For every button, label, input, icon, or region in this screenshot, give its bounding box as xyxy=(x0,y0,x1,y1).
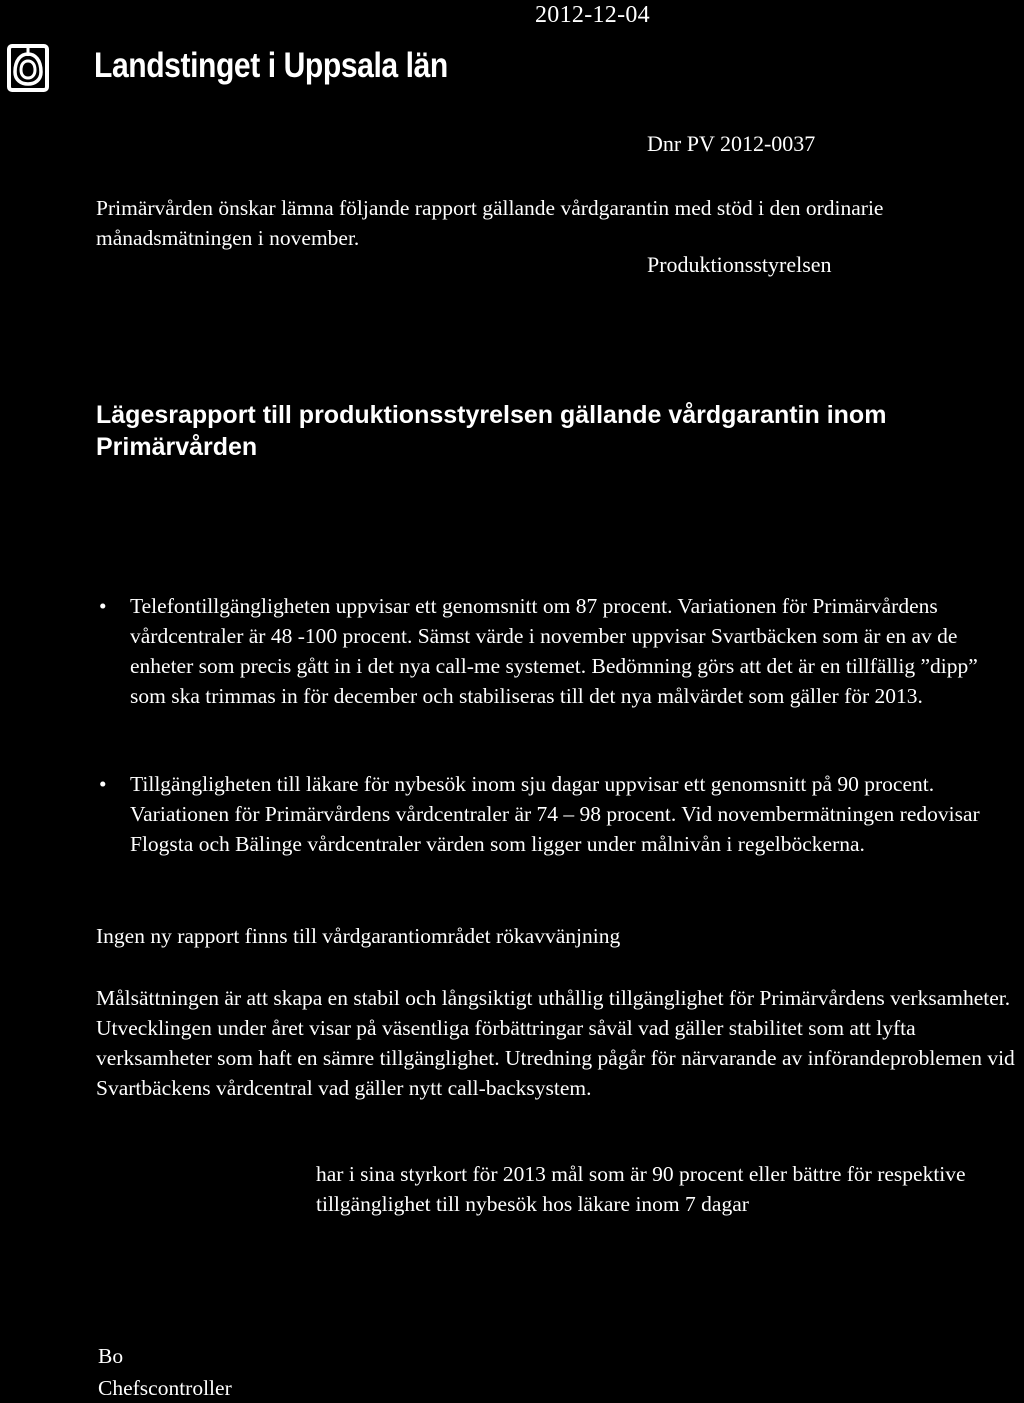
goal-paragraph: Målsättningen är att skapa en stabil och långsiktigt uthållig tillgänglighet för Primärvårdens verksamheter. Utvecklingen under året visar på väsentliga förbättringar såväl vad gäller stabilitet som att lyfta verksamheter som haft en sämre tillgänglighet. Utredning pågår för närvarande av införandeproblemen vid Svartbäckens vårdcentral vad gäller nytt call-backsystem. xyxy=(96,986,1015,1100)
document-date: 2012-12-04 xyxy=(535,2,650,28)
document-title: Lägesrapport till produktionsstyrelsen gällande vårdgarantin inom Primärvården xyxy=(96,401,887,461)
county-council-logo-icon xyxy=(6,42,50,94)
bullet-marker: • xyxy=(99,594,107,618)
bullet-marker: • xyxy=(99,772,107,796)
registration-number: Dnr PV 2012-0037 xyxy=(647,131,816,156)
signer-name: Bo xyxy=(98,1344,124,1368)
no-report-paragraph: Ingen ny rapport finns till vårdgarantiområdet rökavvänjning xyxy=(96,924,621,948)
organization-name: Landstinget i Uppsala län xyxy=(94,46,448,85)
list-item xyxy=(96,591,1016,711)
targets-paragraph: har i sina styrkort för 2013 mål som är 90 procent eller bättre för respektive tillgänglighet till nybesök hos läkare inom 7 dagar xyxy=(316,1162,966,1216)
bullet-text: Telefontillgängligheten uppvisar ett genomsnitt om 87 procent. Variationen för Primärvårdens vårdcentraler är 48 -100 procent. Sämst värde i november uppvisar Svartbäcken som är en av de enheter som precis gått in i det nya call-me systemet. Bedömning görs att det är en tillfällig ”dipp” som ska trimmas in för december och stabiliseras till det nya målvärdet som gäller för 2013. xyxy=(130,594,978,708)
recipient: Produktionsstyrelsen xyxy=(647,252,832,277)
intro-paragraph xyxy=(96,193,1016,253)
signer-title: Chefscontroller xyxy=(98,1376,232,1400)
bullet-list-telephone xyxy=(96,591,1016,711)
bullet-text: Tillgängligheten till läkare för nybesök inom sju dagar uppvisar ett genomsnitt på 90 procent. Variationen för Primärvårdens vårdcentraler är 74 – 98 procent. Vid novembermätningen redovisar Flogsta och Bälinge vårdcentraler värden som ligger under målnivån i regelböckerna. xyxy=(130,772,980,856)
bullet-list-doctor-access xyxy=(96,769,1016,859)
list-item xyxy=(96,769,1016,859)
intro-text: Primärvården önskar lämna följande rapport gällande vårdgarantin med stöd i den ordinarie månadsmätningen i november. xyxy=(96,196,884,250)
